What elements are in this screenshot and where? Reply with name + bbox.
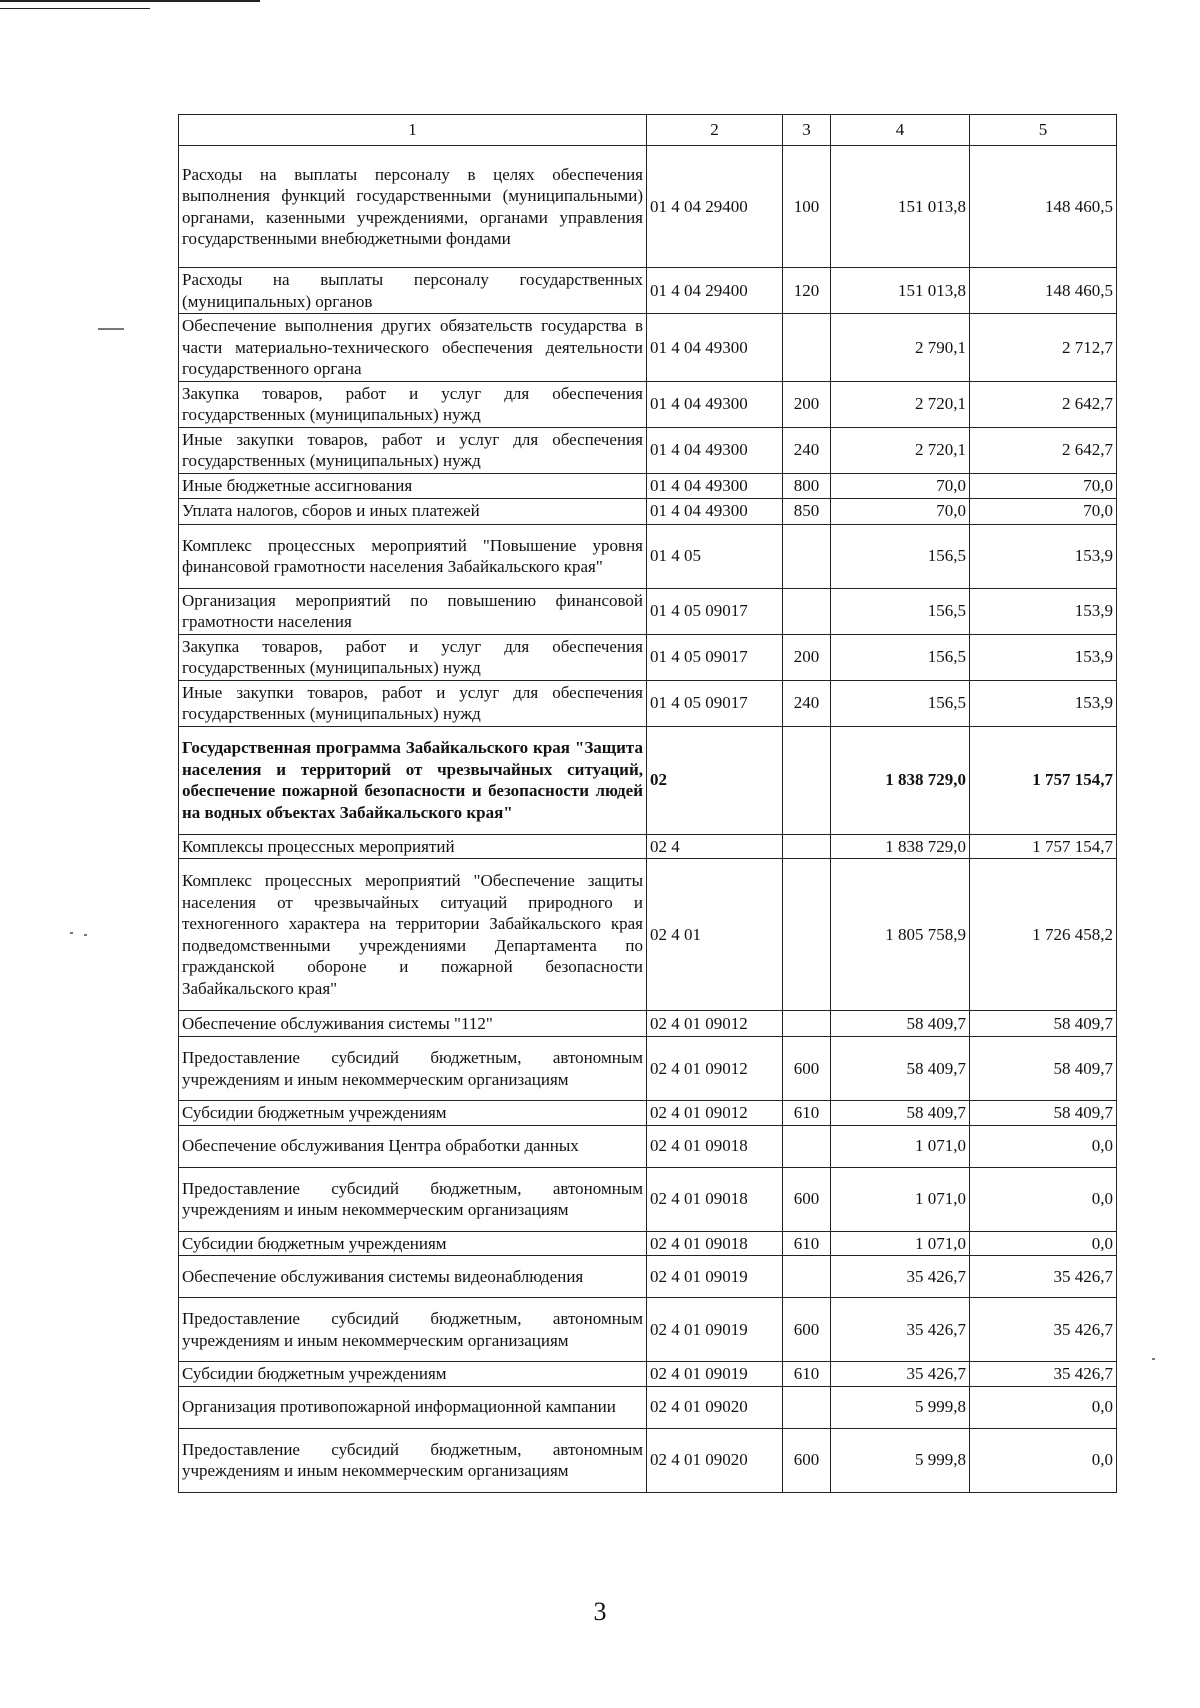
row-name: Организация мероприятий по повышению финансовой грамотности населения xyxy=(179,588,647,634)
row-value-col4: 5 999,8 xyxy=(831,1386,970,1428)
row-name: Субсидии бюджетным учреждениям xyxy=(179,1231,647,1256)
row-value-col5: 148 460,5 xyxy=(970,146,1117,268)
table-row xyxy=(179,498,1117,524)
row-expense-type xyxy=(783,588,831,634)
col-header-3: 3 xyxy=(783,115,831,146)
row-expense-type: 100 xyxy=(783,146,831,268)
row-expense-type xyxy=(783,1011,831,1037)
row-expense-type xyxy=(783,859,831,1011)
table-row xyxy=(179,268,1117,314)
row-expense-type: 600 xyxy=(783,1298,831,1362)
row-expense-type: 600 xyxy=(783,1428,831,1492)
row-code: 02 4 01 09019 xyxy=(647,1298,783,1362)
row-expense-type xyxy=(783,524,831,588)
col-header-2: 2 xyxy=(647,115,783,146)
row-code: 02 4 01 xyxy=(647,859,783,1011)
row-value-col4: 58 409,7 xyxy=(831,1011,970,1037)
row-expense-type xyxy=(783,726,831,834)
row-value-col4: 156,5 xyxy=(831,634,970,680)
row-expense-type: 610 xyxy=(783,1231,831,1256)
table-body xyxy=(179,146,1117,1493)
row-name: Расходы на выплаты персоналу государственных (муниципальных) органов xyxy=(179,268,647,314)
row-code: 02 4 01 09020 xyxy=(647,1428,783,1492)
header-row xyxy=(179,115,1117,146)
row-value-col5: 35 426,7 xyxy=(970,1362,1117,1387)
row-code: 02 4 01 09018 xyxy=(647,1231,783,1256)
row-value-col4: 1 838 729,0 xyxy=(831,726,970,834)
row-value-col5: 35 426,7 xyxy=(970,1298,1117,1362)
budget-table xyxy=(178,114,1117,1493)
table-row xyxy=(179,1298,1117,1362)
row-code: 01 4 04 49300 xyxy=(647,427,783,473)
row-value-col4: 35 426,7 xyxy=(831,1298,970,1362)
row-value-col5: 153,9 xyxy=(970,524,1117,588)
col-header-4: 4 xyxy=(831,115,970,146)
scan-speck xyxy=(70,932,73,934)
row-expense-type: 800 xyxy=(783,473,831,498)
row-name: Комплексы процессных мероприятий xyxy=(179,834,647,859)
row-value-col4: 70,0 xyxy=(831,498,970,524)
row-value-col4: 35 426,7 xyxy=(831,1362,970,1387)
row-name: Иные закупки товаров, работ и услуг для обеспечения государственных (муниципальных) нужд xyxy=(179,680,647,726)
scan-speck xyxy=(1152,1358,1155,1360)
row-name: Предоставление субсидий бюджетным, автономным учреждениям и иным некоммерческим организациям xyxy=(179,1428,647,1492)
row-value-col4: 1 805 758,9 xyxy=(831,859,970,1011)
row-code: 02 4 01 09012 xyxy=(647,1011,783,1037)
row-value-col5: 70,0 xyxy=(970,473,1117,498)
row-name: Обеспечение обслуживания Центра обработки данных xyxy=(179,1125,647,1167)
row-name: Субсидии бюджетным учреждениям xyxy=(179,1101,647,1126)
row-name: Закупка товаров, работ и услуг для обеспечения государственных (муниципальных) нужд xyxy=(179,634,647,680)
row-value-col5: 35 426,7 xyxy=(970,1256,1117,1298)
col-header-1: 1 xyxy=(179,115,647,146)
row-value-col4: 35 426,7 xyxy=(831,1256,970,1298)
row-value-col4: 1 838 729,0 xyxy=(831,834,970,859)
row-value-col5: 70,0 xyxy=(970,498,1117,524)
row-name: Предоставление субсидий бюджетным, автономным учреждениям и иным некоммерческим организациям xyxy=(179,1298,647,1362)
row-name: Организация противопожарной информационной кампании xyxy=(179,1386,647,1428)
row-value-col5: 1 757 154,7 xyxy=(970,834,1117,859)
row-value-col5: 0,0 xyxy=(970,1167,1117,1231)
table-row xyxy=(179,588,1117,634)
row-name: Закупка товаров, работ и услуг для обеспечения государственных (муниципальных) нужд xyxy=(179,381,647,427)
row-expense-type xyxy=(783,1386,831,1428)
row-value-col4: 156,5 xyxy=(831,588,970,634)
row-value-col5: 153,9 xyxy=(970,588,1117,634)
row-value-col4: 1 071,0 xyxy=(831,1125,970,1167)
row-value-col4: 2 720,1 xyxy=(831,381,970,427)
row-value-col5: 1 757 154,7 xyxy=(970,726,1117,834)
row-name: Предоставление субсидий бюджетным, автономным учреждениям и иным некоммерческим организациям xyxy=(179,1167,647,1231)
table-row xyxy=(179,1231,1117,1256)
row-expense-type: 610 xyxy=(783,1362,831,1387)
row-name: Комплекс процессных мероприятий "Повышение уровня финансовой грамотности населения Забайкальского края" xyxy=(179,524,647,588)
row-name: Предоставление субсидий бюджетным, автономным учреждениям и иным некоммерческим организациям xyxy=(179,1037,647,1101)
row-expense-type: 200 xyxy=(783,381,831,427)
table-row xyxy=(179,1125,1117,1167)
row-value-col5: 0,0 xyxy=(970,1231,1117,1256)
row-value-col4: 70,0 xyxy=(831,473,970,498)
row-code: 02 xyxy=(647,726,783,834)
row-code: 01 4 04 49300 xyxy=(647,498,783,524)
row-expense-type: 200 xyxy=(783,634,831,680)
scan-artifact-line xyxy=(0,8,150,9)
row-code: 02 4 01 09012 xyxy=(647,1037,783,1101)
page-number: 3 xyxy=(593,1597,607,1626)
row-name: Уплата налогов, сборов и иных платежей xyxy=(179,498,647,524)
row-code: 02 4 01 09020 xyxy=(647,1386,783,1428)
row-name: Обеспечение обслуживания системы видеонаблюдения xyxy=(179,1256,647,1298)
row-expense-type: 850 xyxy=(783,498,831,524)
table-row xyxy=(179,314,1117,382)
row-expense-type xyxy=(783,834,831,859)
row-value-col5: 0,0 xyxy=(970,1386,1117,1428)
row-expense-type: 610 xyxy=(783,1101,831,1126)
table-row xyxy=(179,427,1117,473)
table-row xyxy=(179,1011,1117,1037)
row-code: 01 4 05 09017 xyxy=(647,588,783,634)
row-name: Иные закупки товаров, работ и услуг для обеспечения государственных (муниципальных) нужд xyxy=(179,427,647,473)
row-value-col5: 153,9 xyxy=(970,680,1117,726)
table-row xyxy=(179,834,1117,859)
row-expense-type: 600 xyxy=(783,1037,831,1101)
row-value-col4: 1 071,0 xyxy=(831,1231,970,1256)
row-name: Субсидии бюджетным учреждениям xyxy=(179,1362,647,1387)
row-name: Государственная программа Забайкальского края "Защита населения и территорий от чрезвычайных ситуаций, обеспечение пожарной безопасности и безопасности людей на водных объектах Забайкальского края" xyxy=(179,726,647,834)
row-code: 01 4 04 49300 xyxy=(647,473,783,498)
table-row xyxy=(179,1362,1117,1387)
row-code: 02 4 01 09012 xyxy=(647,1101,783,1126)
table-row xyxy=(179,859,1117,1011)
row-code: 01 4 05 09017 xyxy=(647,680,783,726)
row-value-col4: 58 409,7 xyxy=(831,1037,970,1101)
row-code: 01 4 04 49300 xyxy=(647,314,783,382)
table-row xyxy=(179,1037,1117,1101)
row-name: Иные бюджетные ассигнования xyxy=(179,473,647,498)
row-code: 01 4 05 xyxy=(647,524,783,588)
scan-artifact-line xyxy=(0,0,260,2)
table-row xyxy=(179,634,1117,680)
table-row xyxy=(179,1386,1117,1428)
row-value-col5: 2 642,7 xyxy=(970,427,1117,473)
row-value-col5: 0,0 xyxy=(970,1125,1117,1167)
row-code: 02 4 01 09018 xyxy=(647,1125,783,1167)
table-row xyxy=(179,146,1117,268)
row-expense-type: 600 xyxy=(783,1167,831,1231)
table-row xyxy=(179,1101,1117,1126)
row-value-col5: 58 409,7 xyxy=(970,1037,1117,1101)
row-value-col4: 1 071,0 xyxy=(831,1167,970,1231)
table-row xyxy=(179,1256,1117,1298)
row-value-col4: 5 999,8 xyxy=(831,1428,970,1492)
row-code: 02 4 01 09019 xyxy=(647,1256,783,1298)
row-expense-type: 120 xyxy=(783,268,831,314)
row-code: 01 4 04 49300 xyxy=(647,381,783,427)
table-row xyxy=(179,726,1117,834)
row-name: Расходы на выплаты персоналу в целях обеспечения выполнения функций государственными (муниципальными) органами, казенными учреждениями, органами управления государственными внебюджетными фондами xyxy=(179,146,647,268)
row-expense-type xyxy=(783,314,831,382)
table-row xyxy=(179,524,1117,588)
row-value-col4: 2 790,1 xyxy=(831,314,970,382)
table-row xyxy=(179,381,1117,427)
row-value-col5: 58 409,7 xyxy=(970,1101,1117,1126)
row-value-col5: 0,0 xyxy=(970,1428,1117,1492)
row-code: 01 4 04 29400 xyxy=(647,146,783,268)
row-name: Комплекс процессных мероприятий "Обеспечение защиты населения от чрезвычайных ситуаций природного и техногенного характера на территории Забайкальского края подведомственными учреждениями Департамента по гражданской обороне и пожарной безопасности Забайкальского края" xyxy=(179,859,647,1011)
row-value-col4: 151 013,8 xyxy=(831,268,970,314)
row-value-col5: 2 712,7 xyxy=(970,314,1117,382)
row-name: Обеспечение выполнения других обязательств государства в части материально-технического обеспечения деятельности государственного органа xyxy=(179,314,647,382)
table-row xyxy=(179,1428,1117,1492)
row-value-col4: 156,5 xyxy=(831,524,970,588)
row-code: 01 4 05 09017 xyxy=(647,634,783,680)
row-value-col5: 153,9 xyxy=(970,634,1117,680)
row-value-col4: 58 409,7 xyxy=(831,1101,970,1126)
row-value-col4: 151 013,8 xyxy=(831,146,970,268)
row-code: 02 4 01 09019 xyxy=(647,1362,783,1387)
row-value-col5: 2 642,7 xyxy=(970,381,1117,427)
row-name: Обеспечение обслуживания системы "112" xyxy=(179,1011,647,1037)
row-value-col5: 1 726 458,2 xyxy=(970,859,1117,1011)
row-value-col4: 2 720,1 xyxy=(831,427,970,473)
row-expense-type: 240 xyxy=(783,680,831,726)
row-code: 02 4 xyxy=(647,834,783,859)
row-expense-type xyxy=(783,1256,831,1298)
table-row xyxy=(179,473,1117,498)
row-expense-type xyxy=(783,1125,831,1167)
row-value-col4: 156,5 xyxy=(831,680,970,726)
row-expense-type: 240 xyxy=(783,427,831,473)
row-code: 01 4 04 29400 xyxy=(647,268,783,314)
table-row xyxy=(179,1167,1117,1231)
col-header-5: 5 xyxy=(970,115,1117,146)
scan-speck xyxy=(84,934,87,936)
row-value-col5: 58 409,7 xyxy=(970,1011,1117,1037)
scan-speck xyxy=(98,328,124,330)
table-row xyxy=(179,680,1117,726)
row-code: 02 4 01 09018 xyxy=(647,1167,783,1231)
row-value-col5: 148 460,5 xyxy=(970,268,1117,314)
